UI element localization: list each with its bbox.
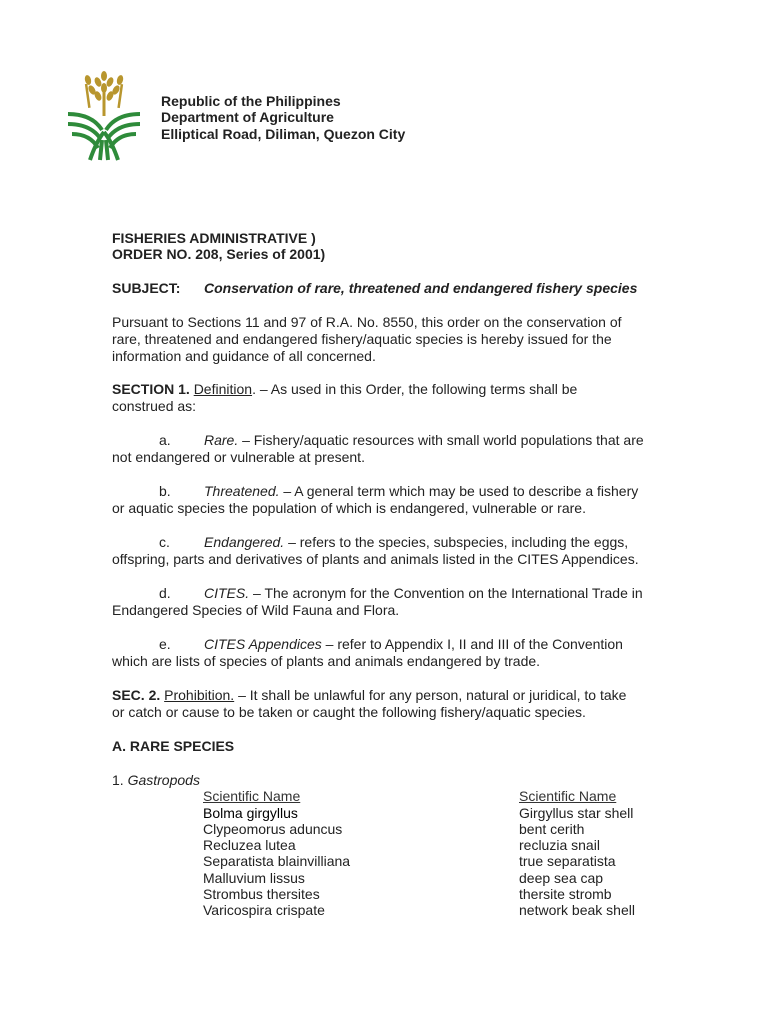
definition-letter: b. <box>159 483 171 499</box>
definition-text: – refers to the species, subspecies, including the eggs, offspring, parts and derivatives of plants and animals listed in the CITES Appendices. <box>112 534 639 567</box>
gastropods-label <box>112 772 652 789</box>
header-department: Department of Agriculture <box>161 109 334 125</box>
species-common: Girgyllus star shell <box>519 805 634 821</box>
definition-term: Threatened. <box>204 483 280 499</box>
section2-paragraph <box>112 687 642 721</box>
section1-heading: Definition <box>193 381 253 397</box>
definition-b <box>112 483 652 517</box>
definition-e <box>112 636 652 670</box>
rare-species-heading: A. RARE SPECIES <box>112 738 235 754</box>
definition-text: – refer to Appendix I, II and III of the Convention which are lists of species of plants and animals endangered by trade. <box>112 636 623 669</box>
section2-label: SEC. 2. <box>112 687 161 703</box>
section2-heading: Prohibition. <box>164 687 235 703</box>
definition-a <box>112 432 652 466</box>
order-title-line2: ORDER NO. 208, Series of 2001) <box>112 246 326 262</box>
scientific-name-header-2: Scientific Name <box>519 788 617 804</box>
species-scientific: Bolma girgyllus <box>203 805 298 821</box>
definition-d <box>112 585 652 619</box>
header-republic: Republic of the Philippines <box>161 93 341 109</box>
definition-text: – A general term which may be used to describe a fishery or aquatic species the population of which is endangered, vulnerable or rare. <box>112 483 639 516</box>
species-scientific: Malluvium lissus <box>203 870 305 886</box>
species-scientific: Varicospira crispate <box>203 902 325 918</box>
definition-term: CITES. <box>204 585 250 601</box>
subject-text: Conservation of rare, threatened and endangered fishery species <box>204 280 638 296</box>
species-common: deep sea cap <box>519 870 604 886</box>
definition-letter: c. <box>159 534 170 550</box>
definition-term: Endangered. <box>204 534 285 550</box>
definition-text: – Fishery/aquatic resources with small world populations that are not endangered or vulnerable at present. <box>112 432 644 465</box>
species-scientific: Clypeomorus aduncus <box>203 821 343 837</box>
species-scientific: Strombus thersites <box>203 886 320 902</box>
definition-letter: d. <box>159 585 171 601</box>
species-common: thersite stromb <box>519 886 612 902</box>
definition-letter: a. <box>159 432 171 448</box>
definition-term: CITES Appendices <box>204 636 322 652</box>
scientific-name-header-1: Scientific Name <box>203 788 301 804</box>
section2-text: – It shall be unlawful for any person, natural or juridical, to take or catch or cause to be taken or caught the following fishery/aquatic species. <box>112 687 627 720</box>
section1-text: . – As used in this Order, the following terms shall be construed as: <box>112 381 578 414</box>
subject-label: SUBJECT: <box>112 280 181 296</box>
section1-paragraph <box>112 381 642 415</box>
group-number: 1. <box>112 772 124 788</box>
species-common: recluzia snail <box>519 837 600 853</box>
species-scientific: Separatista blainvilliana <box>203 853 351 869</box>
group-name: Gastropods <box>127 772 200 788</box>
species-common: bent cerith <box>519 821 585 837</box>
header-address: Elliptical Road, Diliman, Quezon City <box>161 126 406 142</box>
order-title-line1: FISHERIES ADMINISTRATIVE ) <box>112 230 316 246</box>
species-common: network beak shell <box>519 902 635 918</box>
definition-letter: e. <box>159 636 171 652</box>
subject-line <box>112 280 672 297</box>
preamble-paragraph: Pursuant to Sections 11 and 97 of R.A. No. 8550, this order on the conservation of rare, threatened and endangered fishery/aquatic species is hereby issued for the information and guidance of all concerned. <box>112 314 622 364</box>
definition-text: – The acronym for the Convention on the International Trade in Endangered Species of Wild Fauna and Flora. <box>112 585 643 618</box>
species-common: true separatista <box>519 853 616 869</box>
definition-c <box>112 534 652 568</box>
species-scientific: Recluzea lutea <box>203 837 296 853</box>
department-of-agriculture-logo <box>62 70 146 162</box>
definition-term: Rare. <box>204 432 239 448</box>
section1-label: SECTION 1. <box>112 381 190 397</box>
